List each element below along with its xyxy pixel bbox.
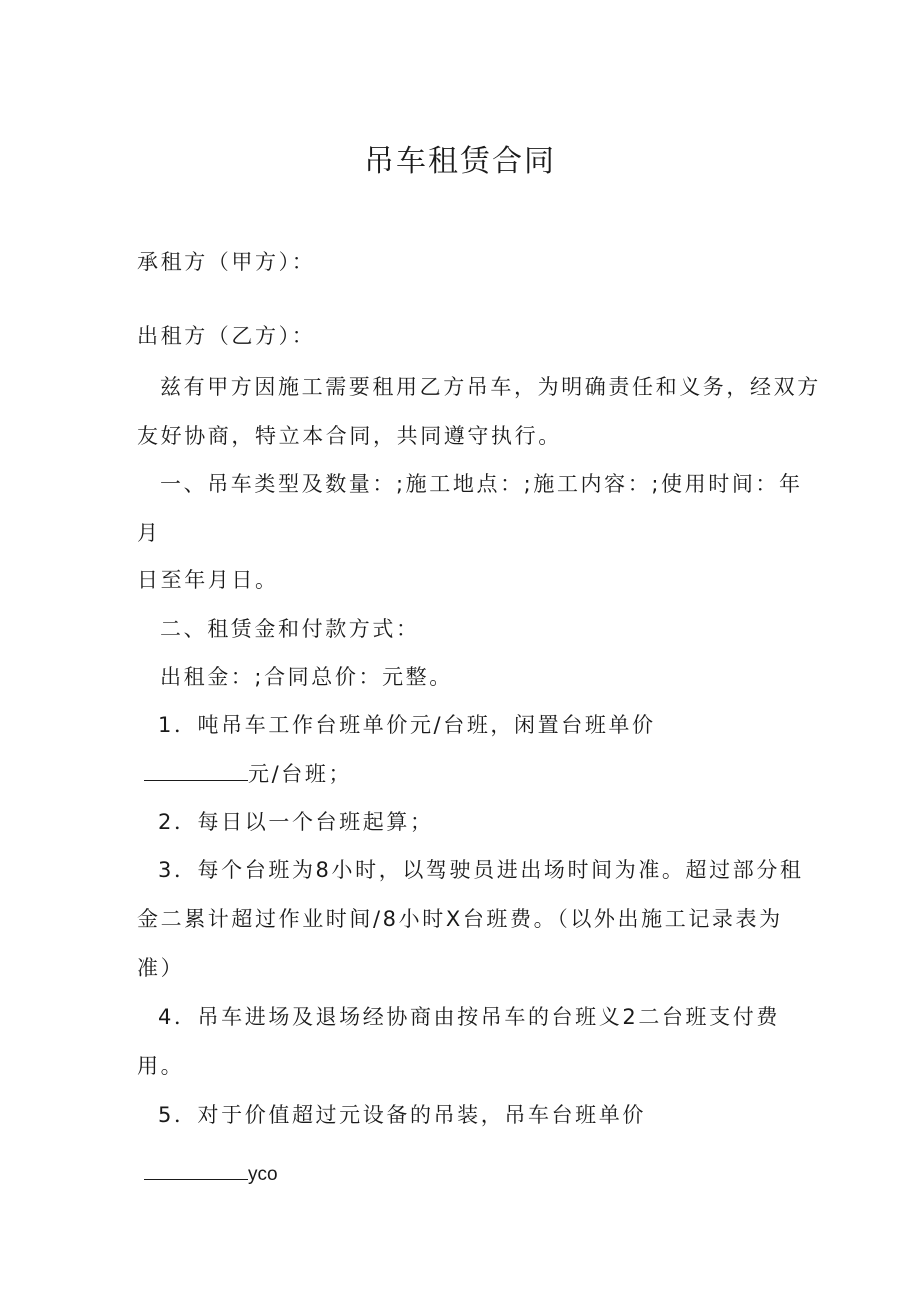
item-1-unit-text: 元/台班； [248, 762, 353, 786]
item-3-line-1: 3．每个台班为8小时，以驾驶员进出场时间为准。超过部分租 [158, 858, 804, 882]
item-5-line-1: 5．对于价值超过元设备的吊装，吊车台班单价 [158, 1103, 646, 1127]
section-2-rent-line: 出租金：;合同总价：元整。 [160, 665, 453, 689]
item-5-line-2 [144, 1155, 804, 1190]
blank-underline [144, 758, 248, 781]
item-4-line-1: 4．吊车进场及退场经协商由按吊车的台班义2二台班支付费 [158, 1005, 780, 1029]
item-4-line-2: 用。 [137, 1054, 185, 1078]
blank-underline [144, 1155, 248, 1180]
item-1-line-1: 1．吨吊车工作台班单价元/台班，闲置台班单价 [158, 713, 656, 737]
document-title: 吊车租赁合同 [364, 144, 556, 179]
section-1-line-2: 月 [137, 521, 161, 545]
section-2-title: 二、租赁金和付款方式： [160, 617, 420, 641]
party-b-line: 出租方（乙方）： [137, 324, 316, 348]
item-3-line-2: 金二累计超过作业时间/8小时X台班费。（以外出施工记录表为 [137, 907, 783, 931]
section-1-line-1: 一、吊车类型及数量：;施工地点：;施工内容：;使用时间：年 [160, 472, 803, 496]
item-5-trailing-text: yco [248, 1164, 278, 1185]
item-3-line-3: 准） [137, 956, 185, 980]
item-2-line: 2．每日以一个台班起算； [158, 810, 434, 834]
party-a-line: 承租方（甲方）： [137, 250, 316, 274]
item-1-line-2 [144, 758, 804, 789]
section-1-line-3: 日至年月日。 [137, 568, 279, 592]
intro-paragraph-line-1: 兹有甲方因施工需要租用乙方吊车，为明确责任和义务，经双方 [160, 375, 821, 399]
intro-paragraph-line-2: 友好协商，特立本合同，共同遵守执行。 [137, 424, 562, 448]
